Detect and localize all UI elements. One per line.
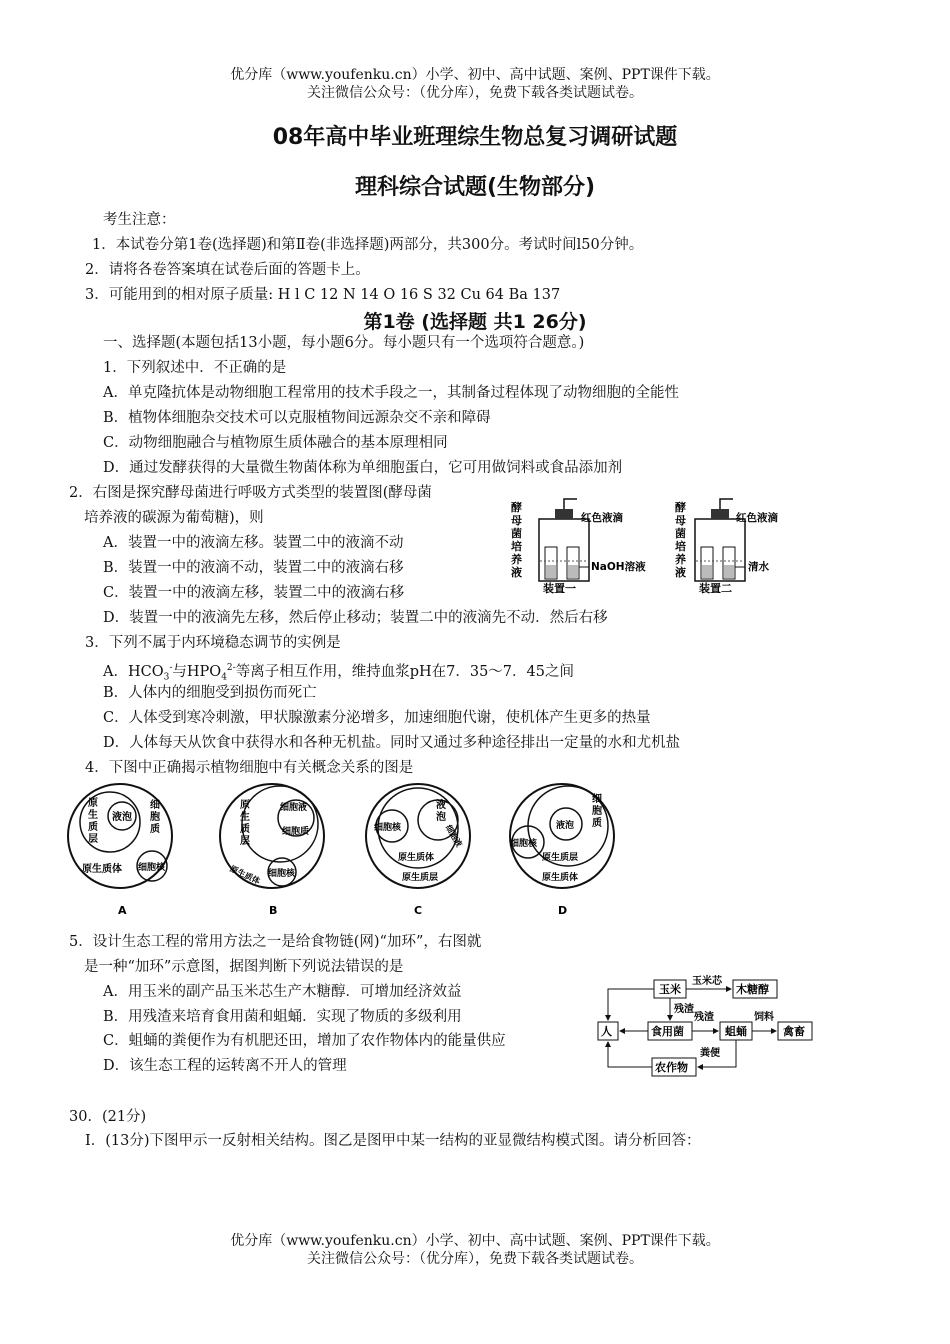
- node-qinxu: 禽畜: [783, 1025, 805, 1038]
- q3-a-sub1: 3: [163, 672, 170, 683]
- app1-liquid-label: NaOH溶液: [591, 561, 646, 573]
- b-xby: 细胞液: [280, 803, 308, 813]
- c-yszc: 原生质层: [402, 873, 439, 883]
- app1-side-label-6: 液: [511, 566, 522, 579]
- node-qunyong: 蛆蛹: [725, 1025, 747, 1038]
- q3-a-part1: A．HCO: [103, 663, 164, 680]
- app2-name: 装置二: [699, 582, 732, 595]
- q30-part1: I．(13分)下图甲示一反射相关结构。图乙是图甲中某一结构的亚显微结构模式图。请分析回答：: [85, 1133, 701, 1149]
- header-line-1: 优分库（www.youfenku.cn）小学、初中、高中试题、案例、PPT课件下载。: [230, 67, 720, 83]
- q3-option-c: C．人体受到寒冷刺激，甲状腺激素分泌增多，加速细胞代谢，使机体产生更多的热量: [103, 710, 651, 726]
- node-ren: 人: [601, 1025, 612, 1038]
- app2-drop-label: 红色液滴: [736, 512, 778, 524]
- node-nongzuowu: 农作物: [655, 1061, 688, 1074]
- b-xbz: 细胞质: [282, 827, 310, 837]
- b-yszt: 原生质体: [228, 864, 262, 886]
- b-ysz-1: 原: [240, 800, 250, 811]
- app2-side-label-6: 液: [675, 566, 686, 579]
- venn-b: [220, 784, 324, 917]
- caption-b: B: [269, 904, 278, 917]
- q1-option-d: D．通过发酵获得的大量微生物菌体称为单细胞蛋白，它可用做饲料或食品添加剂: [103, 460, 623, 476]
- q4-venn-figure: [62, 780, 622, 920]
- app2-side-label-4: 培: [675, 540, 686, 553]
- q4-stem: 4．下图中正确揭示植物细胞中有关概念关系的图是: [85, 760, 414, 776]
- edge-siliao: 饲料: [754, 1012, 774, 1023]
- venn-c: [366, 784, 470, 917]
- app1-drop-label: 红色液滴: [581, 512, 623, 524]
- a-yp: 液泡: [112, 812, 132, 823]
- app2-side-label-5: 养: [675, 553, 686, 566]
- notice-item-3: 3．可能用到的相对原子质量: H l C 12 N 14 O 16 S 32 Cu 64 Ba 137: [85, 287, 561, 303]
- b-ysz-2: 生: [240, 812, 250, 823]
- c-xby: 细胞液: [443, 823, 464, 849]
- q3-option-d: D．人体每天从饮食中获得水和各种无机盐。同时又通过多种途径排出一定量的水和尤机盐: [103, 735, 681, 751]
- q5-option-a: A．用玉米的副产品玉米芯生产木糖醇．可增加经济效益: [103, 984, 462, 1000]
- q3-a-sup2: 2-: [226, 663, 236, 673]
- app2-side-label-1: 酵: [675, 501, 686, 514]
- d-yp: 液泡: [556, 821, 575, 831]
- q3-stem: 3．下列不属于内环境稳态调节的实例是: [85, 635, 341, 651]
- q1-option-c: C．动物细胞融合与植物原生质体融合的基本原理相同: [103, 435, 448, 451]
- app1-side-label-2: 母: [511, 514, 522, 527]
- b-ysz-4: 层: [240, 836, 250, 847]
- venn-a: [68, 784, 172, 917]
- q3-a-part2: 与HPO: [172, 663, 222, 680]
- app1-name: 装置一: [543, 582, 576, 595]
- q2-stem-2: 培养液的碳源为葡萄糖)，则: [84, 510, 264, 526]
- b-xbh: 细胞核: [268, 869, 296, 879]
- notice-item-2: 2．请将各卷答案填在试卷后面的答题卡上。: [85, 262, 370, 278]
- d-xbz-2: 胞: [592, 806, 602, 817]
- q5-stem-1: 5．设计生态工程的常用方法之一是给食物链(网)“加环”，右图就: [69, 934, 482, 950]
- a-xbz-2: 胞: [150, 812, 160, 823]
- q3-a-sup1: -: [169, 663, 173, 673]
- header-line-2: 关注微信公众号：（优分库），免费下载各类试题试卷。: [307, 85, 643, 101]
- a-yszt: 原生质体: [82, 864, 122, 875]
- q5-option-d: D．该生态工程的运转离不开人的管理: [103, 1058, 347, 1074]
- a-ysz-3: 质: [88, 822, 98, 833]
- q3-a-part3: 等离子相互作用，维持血浆pH在7．35～7．45之间: [235, 663, 574, 680]
- q3-option-b: B．人体内的细胞受到损伤而死亡: [103, 685, 317, 701]
- app2-side-label-2: 母: [675, 514, 686, 527]
- caption-c: C: [414, 904, 423, 917]
- notice-item-1: 1．本试卷分第1卷(选择题)和第Ⅱ卷(非选择题)两部分，共300分。考试时间l50分钟。: [92, 237, 644, 253]
- footer-line-2: 关注微信公众号：（优分库），免费下载各类试题试卷。: [307, 1251, 643, 1267]
- c-yp-2: 泡: [436, 812, 446, 823]
- q2-option-a: A．装置一中的液滴左移。装置二中的液滴不动: [103, 535, 404, 551]
- node-mutangchun: 木糖醇: [736, 983, 769, 996]
- q5-option-b: B．用残渣来培育食用菌和蛆蛹．实现了物质的多级利用: [103, 1009, 462, 1025]
- b-ysz-3: 质: [240, 824, 250, 835]
- footer-line-1: 优分库（www.youfenku.cn）小学、初中、高中试题、案例、PPT课件下载。: [230, 1233, 720, 1249]
- app1-side-label-3: 菌: [511, 527, 522, 540]
- d-xbz-1: 细: [592, 794, 602, 805]
- a-ysz-4: 层: [88, 834, 98, 845]
- node-shiyongjun: 食用菌: [651, 1025, 684, 1038]
- a-ysz-2: 生: [88, 810, 98, 821]
- q1-option-a: A．单克隆抗体是动物细胞工程常用的技术手段之一，其制备过程体现了动物细胞的全能性: [103, 385, 679, 401]
- app1-side-label-1: 酵: [511, 501, 522, 514]
- node-yumi: 玉米: [659, 983, 681, 996]
- page-subtitle: 理科综合试题(生物部分): [354, 175, 596, 200]
- a-xbz-1: 细: [150, 800, 160, 811]
- edge-yumixin: 玉米芯: [692, 976, 722, 987]
- caption-d: D: [558, 904, 568, 917]
- d-yszt: 原生质体: [542, 873, 579, 883]
- q5-option-c: C．蛆蛹的粪便作为有机肥还田，增加了农作物体内的能量供应: [103, 1033, 506, 1049]
- q2-apparatus-figure: [505, 495, 805, 595]
- app1-side-label-4: 培: [511, 540, 522, 553]
- c-yp-1: 液: [436, 800, 446, 811]
- edge-canzha-2: 残渣: [694, 1012, 714, 1023]
- d-xbz-3: 质: [592, 818, 602, 829]
- edge-fenbian: 粪便: [700, 1048, 720, 1059]
- a-ysz-1: 原: [88, 798, 98, 809]
- d-xbh: 细胞核: [510, 839, 538, 849]
- q1-option-b: B．植物体细胞杂交技术可以克服植物间远源杂交不亲和障碍: [103, 410, 491, 426]
- q2-option-c: C．装置一中的液滴左移，装置二中的液滴右移: [103, 585, 405, 601]
- notice-heading: 考生注意：: [103, 212, 176, 228]
- section-title: 第1卷 (选择题 共1 26分): [363, 311, 587, 333]
- edge-canzha-1: 残渣: [674, 1004, 694, 1015]
- apparatus-two: [675, 499, 778, 595]
- app2-liquid-label: 清水: [748, 561, 769, 573]
- venn-d: [510, 784, 614, 917]
- q2-option-d: D．装置一中的液滴先左移，然后停止移动；装置二中的液滴先不动．然后右移: [103, 610, 608, 626]
- caption-a: A: [118, 904, 127, 917]
- apparatus-one: [511, 499, 646, 595]
- q3-a-sub2: 4: [221, 672, 227, 683]
- a-xbz-3: 质: [150, 824, 160, 835]
- q5-ecology-figure: [590, 972, 820, 1082]
- app2-side-label-3: 菌: [675, 527, 686, 540]
- app1-side-label-5: 养: [511, 553, 522, 566]
- c-xbh: 细胞核: [374, 823, 402, 833]
- a-xbh: 细胞核: [138, 863, 166, 873]
- q30-stem: 30．(21分): [69, 1109, 147, 1125]
- q5-stem-2: 是一种“加环”示意图，据图判断下列说法错误的是: [84, 959, 404, 975]
- d-yszc: 原生质层: [542, 853, 579, 863]
- section-intro: 一、选择题(本题包括13小题，每小题6分。每小题只有一个选项符合题意。): [103, 335, 585, 351]
- c-yszt: 原生质体: [398, 853, 435, 863]
- page-title: 08年高中毕业班理综生物总复习调研试题: [272, 125, 678, 150]
- q2-stem-1: 2．右图是探究酵母菌进行呼吸方式类型的装置图(酵母菌: [69, 485, 432, 501]
- q1-stem: 1．下列叙述中．不正确的是: [103, 360, 287, 376]
- q2-option-b: B．装置一中的液滴不动，装置二中的液滴右移: [103, 560, 404, 576]
